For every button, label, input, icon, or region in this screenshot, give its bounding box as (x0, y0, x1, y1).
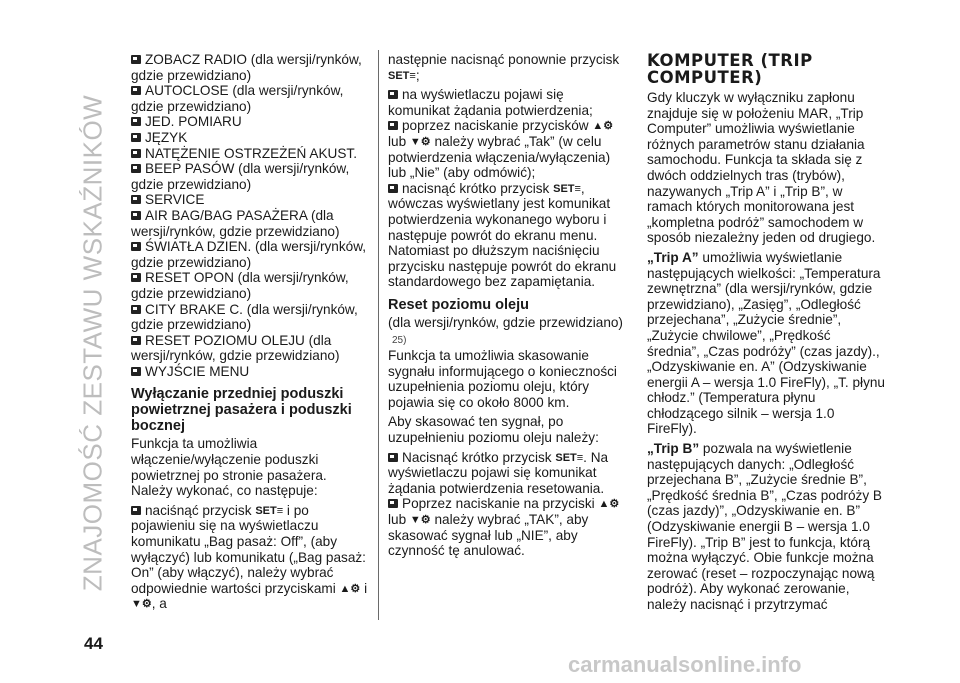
up-button-icon: ▲⚙ (598, 498, 620, 511)
bullet-icon (388, 90, 398, 99)
section-side-title-text: ZNAJOMOŚĆ ZESTAWU WSKAŹNIKÓW (77, 94, 108, 592)
menu-list-item: BEEP PASÓW (dla wersji/rynków, gdzie przewidziano) (131, 161, 350, 192)
down-button-icon: ▼⚙ (409, 135, 431, 148)
list-item: na wyświetlaczu pojawi się komunikat żądania potwierdzenia; (388, 87, 593, 118)
note-reference-icon: 25) (392, 334, 407, 346)
trip-b-label: „Trip B” (647, 441, 700, 457)
oil-reset-paragraph: Funkcja ta umożliwia skasowanie sygnału informującego o konieczności uzupełnienia poziomu oleju, który pojawia się co około 8000 km. (388, 348, 617, 410)
bullet-icon (131, 336, 141, 345)
bullet-icon (131, 273, 141, 282)
bullet-icon (131, 149, 141, 158)
menu-list-item: AUTOCLOSE (dla wersji/rynków, gdzie przewidziano) (131, 83, 344, 114)
trip-a-paragraph: „Trip A” umożliwia wyświetlanie następujących wielkości: „Temperatura zewnętrzna” (dla wersji/rynków, gdzie przewidziano), „Zasięg”, „Odległość przejechana”, „Zużycie średnie”, „Zużycie chwilowe”, „Prędkość średnia”, „Czas podróży” (czas jazdy)., „Odzyskiwanie en. A” (Odzyskiwanie energii A – wersja 1.0 FireFly), „T. płynu chłodz.” (Temperatura płynu chłodzącego silnik – wersja 1.0 FireFly). (647, 249, 885, 437)
menu-list-item: JĘZYK (131, 130, 369, 146)
menu-list-item: CITY BRAKE C. (dla wersji/rynków, gdzie przewidziano) (131, 301, 358, 333)
menu-list-item: ZOBACZ RADIO (dla wersji/rynków, gdzie przewidziano) (131, 52, 362, 83)
menu-list-item: WYJŚCIE MENU (131, 364, 369, 380)
trip-computer-heading: KOMPUTER (TRIP COMPUTER) (647, 51, 813, 87)
menu-list-item: NATĘŻENIE OSTRZEŻEŃ AKUST. (131, 146, 369, 162)
menu-list-item: SERVICE (131, 192, 369, 208)
set-button-icon: SET≡ (553, 182, 581, 195)
bullet-icon (131, 164, 141, 173)
up-button-icon: ▲⚙ (339, 582, 361, 595)
trip-computer-paragraph: Gdy kluczyk w wyłączniku zapłonu znajduje się w położeniu MAR, „Trip Computer” umożliwia wyświetlanie różnych parametrów stanu działania samochodu. Funkcja ta składa się z dwóch oddzielnych tras (trybów), nazywanych „Trip A” i „Trip B”, w ramach których monitorowana jest „kompletna podróż” samochodem w sposób niezależny jeden od drugiego. (647, 90, 876, 246)
list-item: Nacisnąć krótko przycisk SET≡. Na wyświetlaczu pojawi się komunikat żądania potwierdzenia resetowania. (388, 449, 609, 496)
up-button-icon: ▲⚙ (592, 120, 614, 133)
column-divider (378, 50, 379, 620)
oil-reset-subtitle: (dla wersji/rynków, gdzie przewidziano) (388, 314, 623, 330)
down-button-icon: ▼⚙ (409, 514, 431, 527)
down-button-icon: ▼⚙ (131, 598, 152, 611)
section-side-title (78, 48, 108, 638)
watermark: carmanualsonline.info (568, 652, 802, 677)
list-item: Poprzez naciskanie na przyciski ▲⚙ lub ▼⚙ należy wybrać „TAK”, aby skasować sygnał lub „NIE”, aby czynność tę anulować. (388, 496, 620, 559)
bullet-icon (131, 86, 141, 95)
column-2 (388, 52, 626, 559)
bullet-icon (131, 506, 141, 515)
bullet-icon (131, 195, 141, 204)
airbag-intro-text: Funkcja ta umożliwia włączenie/wyłączenie poduszki powietrznej po stronie pasażera. Należy wykonać, co następuje: (131, 436, 327, 499)
bullet-icon (131, 242, 141, 251)
bullet-icon (388, 184, 398, 193)
column-3 (647, 52, 885, 617)
note-reference (388, 331, 626, 349)
bullet-icon (388, 499, 398, 508)
continuation-text: następnie nacisnąć ponownie przycisk SET≡; (388, 52, 620, 83)
page-number: 44 (84, 634, 103, 653)
bullet-icon (131, 133, 141, 142)
airbag-step: naciśnąć przycisk SET≡ i po pojawieniu się na wyświetlaczu komunikatu „Bag pasaż: Off”, (aby wyłączyć) lub komunikatu („Bag pasaż: On” (aby włączyć), należy wybrać odpowiednie wartości przyciskami ▲⚙ i ▼⚙, a (131, 502, 368, 612)
trip-b-paragraph: „Trip B” pozwala na wyświetlenie następujących danych: „Odległość przejechana B”, „Zużycie średnie B”, „Prędkość średnia B”, „Czas podróży B (czas jazdy)”, „Odzyskiwanie en. B” (Odzyskiwanie energii B – wersja 1.0 FireFly). „Trip B” jest to funkcja, którą można wyłączyć. Obie funkcje można zerować (reset – rozpoczynając nową podróż). Aby wykonać zerowanie, należy nacisnąć i przytrzymać (647, 441, 882, 612)
bullet-icon (131, 367, 141, 376)
oil-reset-paragraph: Aby skasować ten sygnał, po uzupełnieniu poziomu oleju należy: (388, 414, 599, 446)
menu-list-item: JED. POMIARU (131, 114, 369, 130)
bullet-icon (388, 121, 398, 130)
bullet-icon (131, 55, 141, 64)
bullet-icon (131, 211, 141, 220)
list-item: poprzez naciskanie przycisków ▲⚙ lub ▼⚙ należy wybrać „Tak” (w celu potwierdzenia włączenia/wyłączenia) lub „Nie” (aby odmówić); (388, 118, 614, 181)
menu-list-item: AIR BAG/BAG PASAŻERA (dla wersji/rynków, gdzie przewidziano) (131, 207, 340, 239)
list-item: nacisnąć krótko przycisk SET≡, wówczas wyświetlany jest komunikat potwierdzenia wykonanego wyboru i następuje powrót do ekranu menu. Natomiast po dłuższym naciśnięciu przycisku następuje powrót do ekranu standardowego bez zapamiętania. (388, 180, 617, 290)
bullet-icon (388, 453, 398, 462)
set-button-icon: SET≡ (555, 451, 584, 464)
menu-list-item: RESET OPON (dla wersji/rynków, gdzie przewidziano) (131, 270, 349, 301)
set-button-icon: SET≡ (388, 69, 416, 82)
menu-list (131, 52, 369, 379)
bullet-icon (131, 117, 141, 126)
trip-a-label: „Trip A” (647, 249, 699, 265)
column-1 (131, 52, 369, 616)
set-button-icon: SET≡ (255, 504, 284, 517)
airbag-section-heading: Wyłączanie przedniej poduszki powietrznej pasażera i poduszki bocznej (131, 386, 352, 435)
bullet-icon (131, 305, 141, 314)
menu-list-item: ŚWIATŁA DZIEN. (dla wersji/rynków, gdzie przewidziano) (131, 239, 367, 270)
menu-list-item: RESET POZIOMU OLEJU (dla wersji/rynków, gdzie przewidziano) (131, 332, 340, 364)
oil-reset-heading: Reset poziomu oleju (388, 296, 529, 313)
